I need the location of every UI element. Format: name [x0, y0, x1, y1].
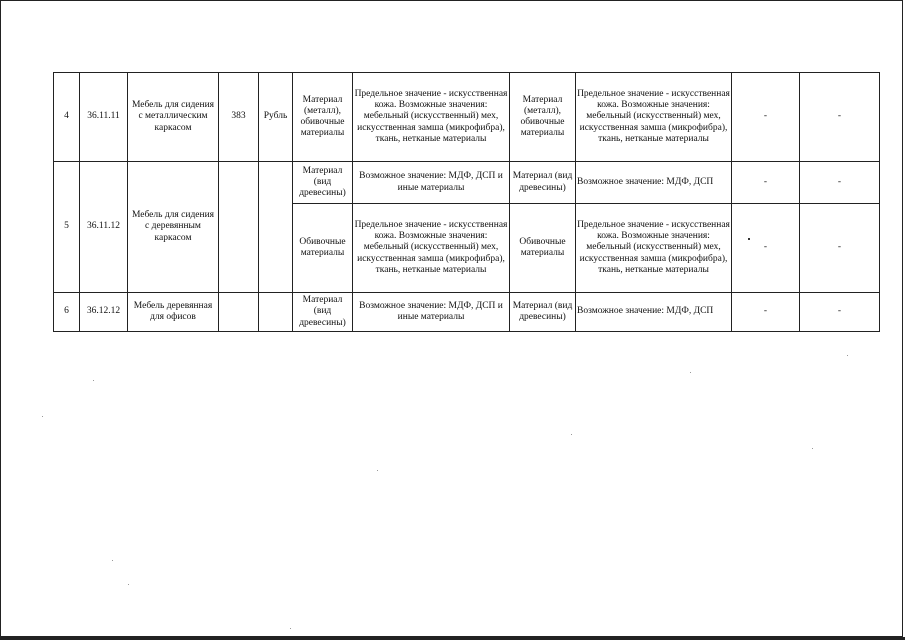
scan-speck: [812, 448, 813, 449]
scan-speck: [690, 372, 691, 373]
characteristic: Материал (металл), обивочные материалы: [293, 73, 353, 162]
characteristic-approved: Материал (вид древесины): [510, 293, 576, 332]
characteristic-approved: Материал (металл), обивочные материалы: [510, 73, 576, 162]
okpd-code: 36.11.11: [80, 73, 128, 162]
okei-code: 383: [219, 73, 259, 162]
justification: -: [732, 162, 800, 204]
scan-speck: [748, 238, 750, 240]
scan-speck: [128, 584, 129, 585]
okei-code: [219, 293, 259, 332]
unit-name: Рубль: [259, 73, 293, 162]
okei-code: [219, 162, 259, 293]
product-name: Мебель деревянная для офисов: [128, 293, 219, 332]
scan-speck: [93, 380, 94, 381]
unit-name: [259, 162, 293, 293]
characteristic-value: Возможное значение: МДФ, ДСП и иные материалы: [353, 293, 510, 332]
characteristic-approved: Материал (вид древесины): [510, 162, 576, 204]
unit-name: [259, 293, 293, 332]
product-name: Мебель для сидения с металлическим каркасом: [128, 73, 219, 162]
justification: -: [732, 204, 800, 293]
function-purpose: -: [800, 162, 880, 204]
row-number: 4: [54, 73, 80, 162]
characteristic-value: Предельное значение - искусственная кожа. Возможные значения: мебельный (искусственный) мех, искусственная замша (микрофибра), ткань, нетканые материалы: [353, 73, 510, 162]
value-approved: Возможное значение: МДФ, ДСП: [576, 162, 732, 204]
row-number: 6: [54, 293, 80, 332]
characteristic-approved: Обивочные материалы: [510, 204, 576, 293]
product-name: Мебель для сидения с деревянным каркасом: [128, 162, 219, 293]
okpd-code: 36.12.12: [80, 293, 128, 332]
characteristic: Обивочные материалы: [293, 204, 353, 293]
scan-speck: [847, 355, 848, 356]
value-approved: Предельное значение - искусственная кожа. Возможные значения: мебельный (искусственный) мех, искусственная замша (микрофибра), ткань, нетканые материалы: [576, 73, 732, 162]
specification-table: [53, 72, 880, 332]
table-row: [54, 293, 880, 332]
function-purpose: -: [800, 73, 880, 162]
table-row: [54, 162, 880, 204]
scan-speck: [112, 560, 113, 561]
characteristic-value: Предельное значение - искусственная кожа. Возможные значения: мебельный (искусственный) мех, искусственная замша (микрофибра), ткань, нетканые материалы: [353, 204, 510, 293]
scan-speck: [377, 470, 378, 471]
justification: -: [732, 73, 800, 162]
table-row: [54, 73, 880, 162]
characteristic: Материал (вид древесины): [293, 293, 353, 332]
value-approved: Предельное значение - искусственная кожа. Возможные значения: мебельный (искусственный) мех, искусственная замша (микрофибра), ткань, нетканые материалы: [576, 204, 732, 293]
row-number: 5: [54, 162, 80, 293]
scan-speck: [290, 628, 291, 629]
function-purpose: -: [800, 293, 880, 332]
value-approved: Возможное значение: МДФ, ДСП: [576, 293, 732, 332]
scan-speck: [571, 434, 572, 435]
function-purpose: -: [800, 204, 880, 293]
okpd-code: 36.11.12: [80, 162, 128, 293]
scan-speck: [42, 416, 43, 417]
justification: -: [732, 293, 800, 332]
characteristic-value: Возможное значение: МДФ, ДСП и иные материалы: [353, 162, 510, 204]
characteristic: Материал (вид древесины): [293, 162, 353, 204]
